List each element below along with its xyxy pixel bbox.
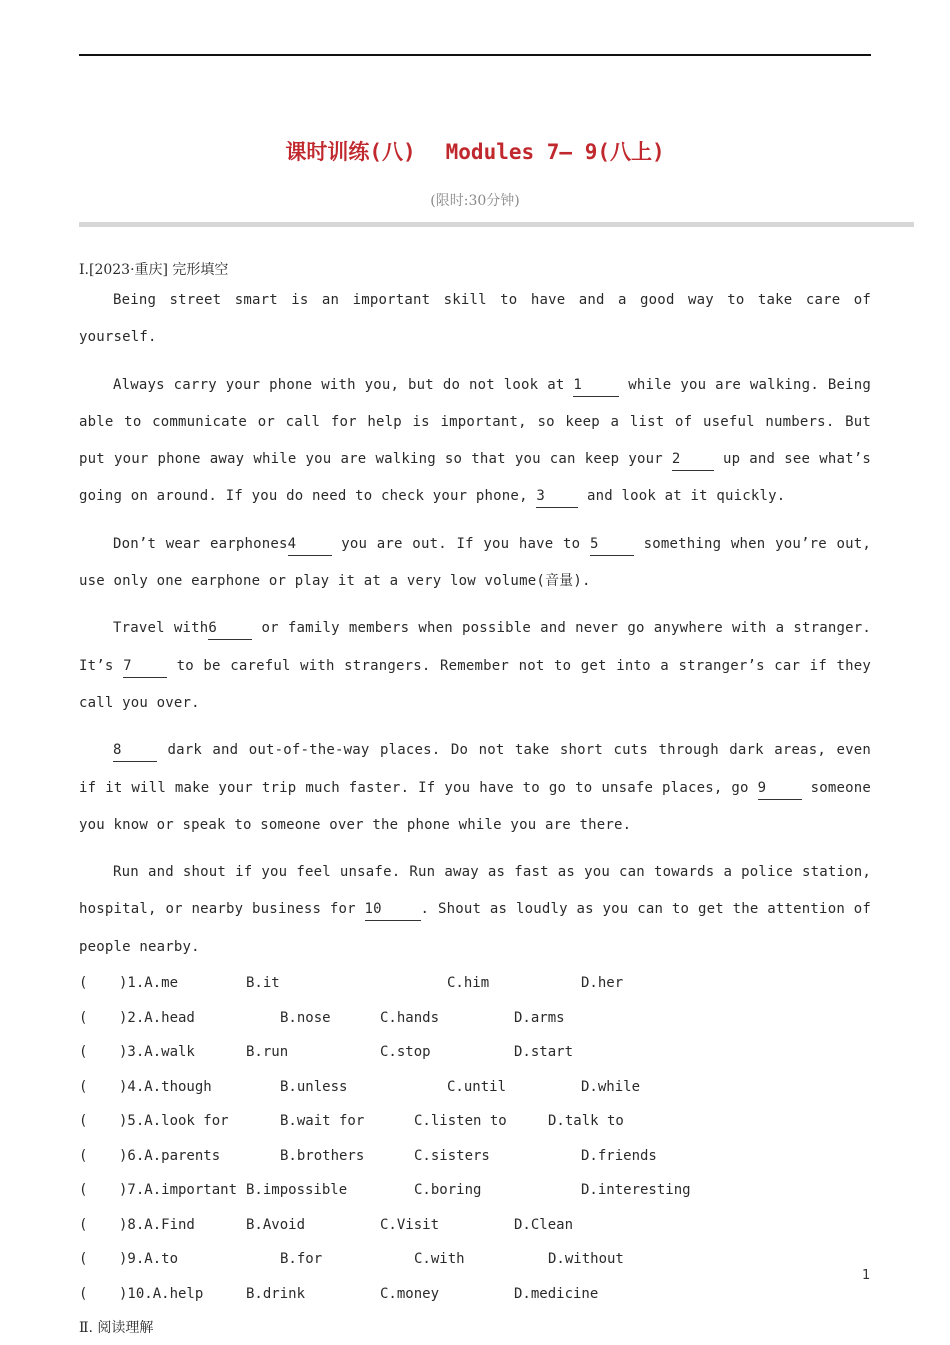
answer-paren[interactable]: (	[79, 1285, 88, 1302]
option-c: C.him	[447, 975, 490, 992]
page-title	[0, 136, 950, 166]
option-c: C.with	[414, 1251, 465, 1268]
question-row	[79, 1208, 871, 1243]
question-row	[79, 1173, 871, 1208]
passage-text: Run and shout if you feel unsafe. Run away as fast as you can towards a police station, hospital, or nearby business for	[79, 864, 871, 918]
option-a: )8.A.Find	[119, 1216, 195, 1233]
option-d: D.interesting	[581, 1182, 691, 1199]
option-a: )3.A.walk	[119, 1044, 195, 1061]
option-d: D.Clean	[514, 1216, 574, 1233]
option-b: B.unless	[280, 1078, 348, 1095]
top-rule	[79, 54, 871, 56]
question-row	[79, 1035, 871, 1070]
option-a: )6.A.parents	[119, 1147, 221, 1164]
option-a: )4.A.though	[119, 1078, 212, 1095]
passage-text: Travel with	[113, 620, 209, 637]
title-en: Modules 7— 9(八上)	[445, 140, 665, 164]
option-c: C.until	[447, 1078, 507, 1095]
title-cn: 课时训练(八)	[285, 140, 416, 164]
passage	[79, 282, 871, 966]
option-b: B.it	[246, 975, 280, 992]
divider-bar	[79, 222, 914, 227]
blank-10: 10	[365, 898, 421, 921]
answer-paren[interactable]: (	[79, 1147, 88, 1164]
passage-text: Don’t wear earphones	[113, 535, 288, 552]
passage-text: Being street smart is an important skill to have and a good way to take care of yourself.	[79, 292, 871, 346]
passage-text: or family members when possible and never go anywhere with a stranger. It’s	[79, 620, 872, 674]
option-c: C.money	[380, 1285, 440, 1302]
option-b: B.for	[280, 1251, 323, 1268]
question-row	[79, 1001, 871, 1036]
passage-text: up and see what’s going on around. If you do need to check your phone,	[79, 451, 871, 505]
passage-text: dark and out-of-the-way places. Do not take short cuts through dark areas, even if it will make your trip much faster. If you have to go to unsafe places, go	[79, 742, 871, 796]
answer-paren[interactable]: (	[79, 1009, 88, 1026]
option-c: C.Visit	[380, 1216, 440, 1233]
question-row	[79, 1070, 871, 1105]
option-b: B.brothers	[280, 1147, 365, 1164]
section2-heading: Ⅱ. 阅读理解	[79, 1320, 154, 1337]
option-c: C.stop	[380, 1044, 431, 1061]
passage-paragraph	[79, 732, 871, 844]
option-a: )10.A.help	[119, 1285, 204, 1302]
answer-paren[interactable]: (	[79, 1216, 88, 1233]
passage-paragraph	[79, 367, 871, 516]
option-d: D.friends	[581, 1147, 657, 1164]
option-b: B.nose	[280, 1009, 331, 1026]
passage-paragraph	[79, 854, 871, 966]
passage-text: . Shout as loudly as you can to get the attention of people nearby.	[79, 901, 871, 955]
option-b: B.drink	[246, 1285, 306, 1302]
question-row	[79, 1242, 871, 1277]
blank-3: 3	[536, 485, 578, 508]
answer-paren[interactable]: (	[79, 1044, 88, 1061]
option-b: B.impossible	[246, 1182, 348, 1199]
option-c: C.hands	[380, 1009, 440, 1026]
option-b: B.wait for	[280, 1113, 365, 1130]
passage-text: and look at it quickly.	[578, 488, 786, 505]
passage-text: someone you know or speak to someone over the phone while you are there.	[79, 779, 871, 833]
time-limit: (限时:30分钟)	[430, 193, 520, 209]
passage-paragraph	[79, 526, 871, 601]
question-row	[79, 1277, 871, 1312]
section1-heading: Ⅰ.[2023·重庆] 完形填空	[79, 262, 229, 278]
worksheet-content	[79, 258, 871, 1345]
blank-9: 9	[758, 777, 802, 800]
option-c: C.boring	[414, 1182, 482, 1199]
blank-4: 4	[288, 533, 332, 556]
page-number: 1	[862, 1268, 871, 1283]
option-a: )1.A.me	[119, 975, 179, 992]
option-d: D.start	[514, 1044, 574, 1061]
passage-text: to be careful with strangers. Remember not to get into a stranger’s car if they call you over.	[79, 657, 871, 711]
option-d: D.arms	[514, 1009, 565, 1026]
option-b: B.run	[246, 1044, 289, 1061]
answer-paren[interactable]: (	[79, 1182, 88, 1199]
answer-paren[interactable]: (	[79, 975, 88, 992]
option-b: B.Avoid	[246, 1216, 306, 1233]
blank-1: 1	[573, 374, 619, 397]
question-row	[79, 1104, 871, 1139]
passage-paragraph	[79, 282, 871, 357]
option-a: )2.A.head	[119, 1009, 195, 1026]
option-d: D.medicine	[514, 1285, 599, 1302]
option-d: D.talk to	[548, 1113, 624, 1130]
blank-7: 7	[123, 655, 167, 678]
blank-6: 6	[208, 617, 252, 640]
blank-8: 8	[113, 739, 157, 762]
option-d: D.while	[581, 1078, 641, 1095]
blank-2: 2	[672, 448, 714, 471]
passage-text: while you are walking. Being able to communicate or call for help is important, so keep a list of useful numbers. But put your phone away while you are walking so that you can keep your	[79, 376, 871, 468]
option-a: )7.A.important	[119, 1182, 238, 1199]
answer-paren[interactable]: (	[79, 1078, 88, 1095]
blank-5: 5	[590, 533, 634, 556]
passage-paragraph	[79, 610, 871, 722]
passage-text: Always carry your phone with you, but do not look at	[113, 376, 574, 393]
option-c: C.sisters	[414, 1147, 490, 1164]
question-list	[79, 966, 871, 1311]
option-d: D.her	[581, 975, 624, 992]
option-a: )9.A.to	[119, 1251, 179, 1268]
passage-text: something when you’re out, use only one earphone or play it at a very low volume(音量).	[79, 535, 872, 590]
question-row	[79, 966, 871, 1001]
answer-paren[interactable]: (	[79, 1113, 88, 1130]
option-c: C.listen to	[414, 1113, 507, 1130]
question-row	[79, 1139, 871, 1174]
answer-paren[interactable]: (	[79, 1251, 88, 1268]
option-d: D.without	[548, 1251, 624, 1268]
passage-text: you are out. If you have to	[331, 535, 590, 552]
option-a: )5.A.look for	[119, 1113, 229, 1130]
